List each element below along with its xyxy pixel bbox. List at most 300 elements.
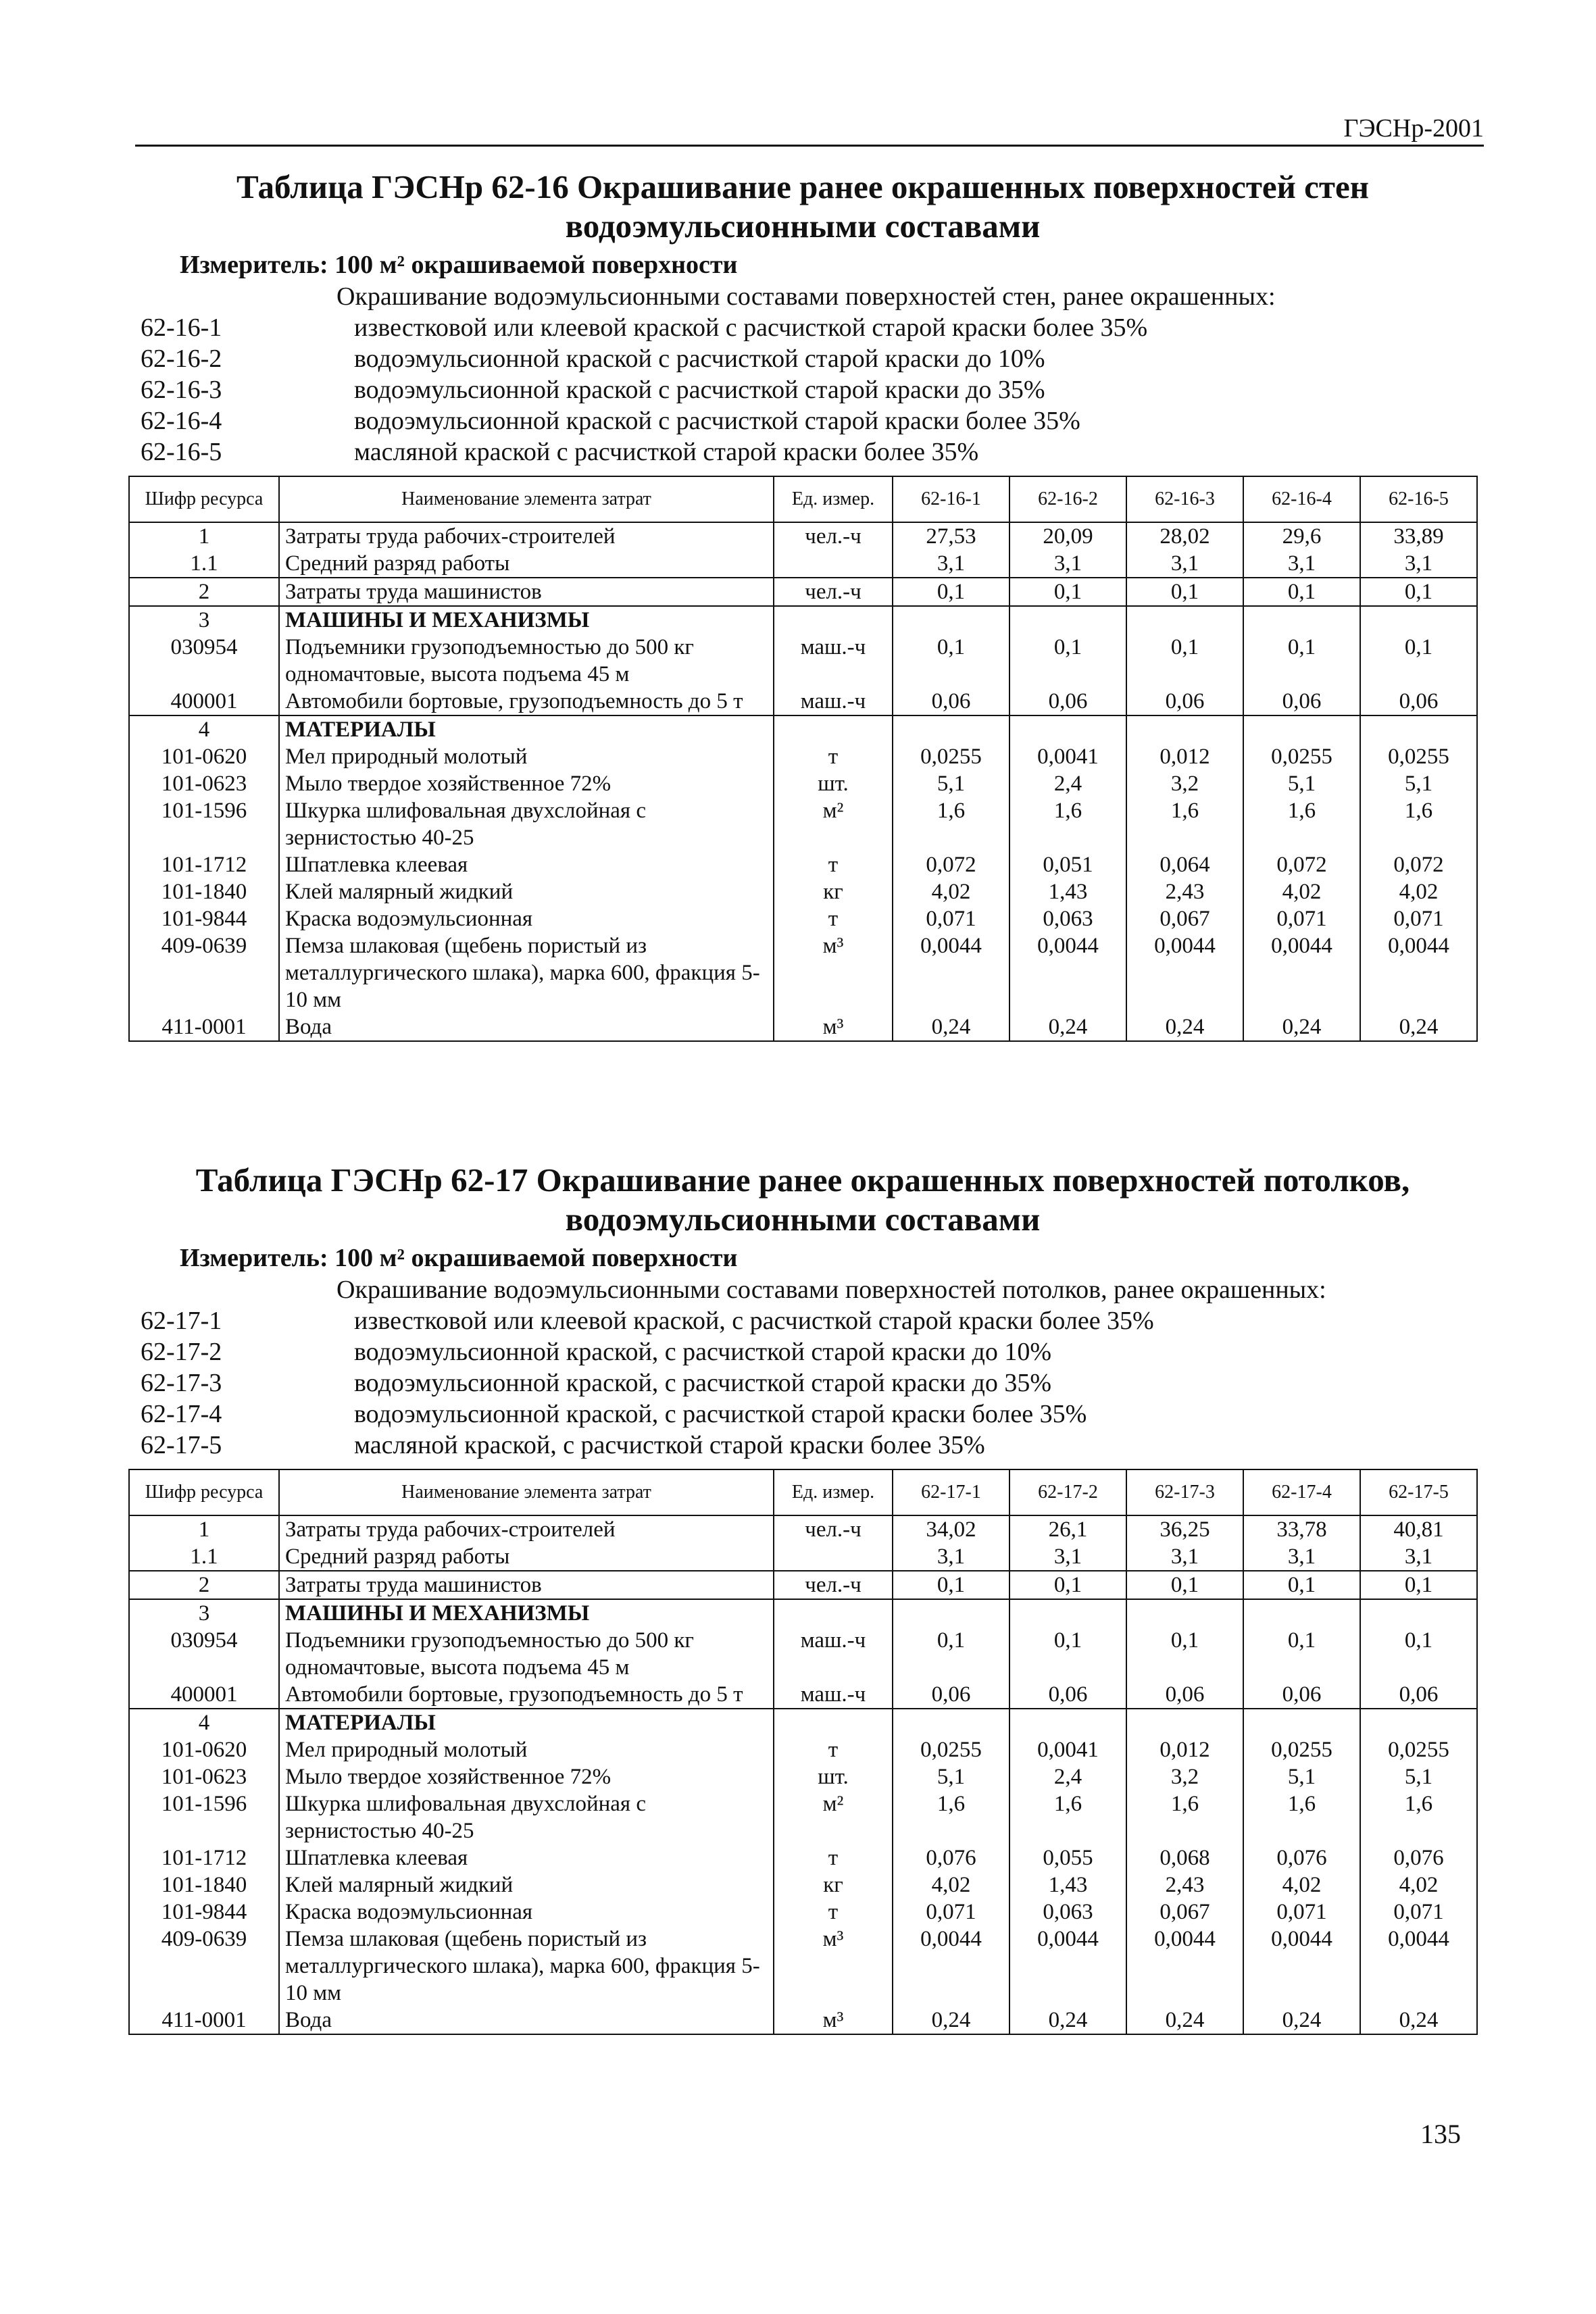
table-row [129,1844,1477,1871]
norm-value [1360,1709,1477,1736]
page-number: 135 [1420,2119,1461,2149]
norm-value: 0,1 [893,634,1009,688]
unit: м² [774,797,893,851]
variant-description: водоэмульсионной краской с расчисткой старой краски до 35% [354,376,1045,404]
norm-value: 0,0041 [1009,743,1126,770]
variant-code: 62-17-4 [141,1400,222,1428]
cost-item-name: Автомобили бортовые, грузоподъемность до 5 т [279,688,774,715]
resource-code: 101-1712 [129,1844,279,1871]
norm-value: 2,4 [1009,770,1126,797]
norm-value: 0,0255 [1360,743,1477,770]
variant-item [128,405,1477,436]
norm-value [1009,606,1126,634]
norm-value: 0,1 [1009,634,1126,688]
norm-value: 0,06 [1360,688,1477,715]
table-title [128,168,1477,246]
norm-value: 0,0044 [1243,932,1360,1013]
table-row [129,1709,1477,1736]
norm-value: 0,1 [1243,1571,1360,1599]
column-header: 62-16-4 [1243,476,1360,522]
resource-code: 101-0620 [129,743,279,770]
table-row [129,878,1477,905]
resource-code: 400001 [129,688,279,715]
norm-value: 0,071 [893,905,1009,932]
norm-value: 0,0044 [893,932,1009,1013]
resource-code: 3 [129,1599,279,1627]
unit [774,1599,893,1627]
resource-code: 101-1840 [129,878,279,905]
resource-code: 101-0620 [129,1736,279,1763]
resource-code: 101-9844 [129,1898,279,1926]
norm-value: 0,1 [893,578,1009,606]
norm-value [1243,1709,1360,1736]
unit: маш.-ч [774,634,893,688]
norm-value: 5,1 [893,770,1009,797]
variant-description: водоэмульсионной краской с расчисткой старой краски до 10% [354,345,1045,373]
norm-value: 5,1 [1243,1763,1360,1790]
norm-value: 0,072 [1243,851,1360,878]
resource-code: 411-0001 [129,1013,279,1041]
unit: т [774,905,893,932]
norm-value: 0,1 [1009,578,1126,606]
norm-value: 1,6 [893,1790,1009,1844]
variant-item [128,1367,1477,1399]
norm-value [1360,715,1477,743]
cost-item-name: Автомобили бортовые, грузоподъемность до 5 т [279,1681,774,1709]
norm-value [1126,715,1243,743]
norm-value: 1,6 [1243,797,1360,851]
norm-value: 0,0044 [1009,932,1126,1013]
norm-value: 0,06 [1126,688,1243,715]
variant-code: 62-16-3 [141,376,222,404]
norm-value: 0,1 [893,1571,1009,1599]
norm-value: 3,1 [1009,550,1126,578]
unit: маш.-ч [774,1627,893,1681]
table-row [129,1681,1477,1709]
table-row [129,1515,1477,1543]
norm-value [1126,606,1243,634]
norm-value: 0,012 [1126,1736,1243,1763]
norm-value [893,1709,1009,1736]
norm-value [1126,1709,1243,1736]
norm-value: 0,055 [1009,1844,1126,1871]
norm-value: 33,89 [1360,522,1477,550]
table-row [129,522,1477,550]
norm-value: 1,43 [1009,878,1126,905]
unit: шт. [774,770,893,797]
norm-value: 0,1 [893,1627,1009,1681]
norm-value: 28,02 [1126,522,1243,550]
cost-item-name: Шкурка шлифовальная двухслойная с зернистостью 40-25 [279,797,774,851]
norm-value: 0,06 [1243,1681,1360,1709]
variant-code: 62-16-1 [141,313,222,342]
variant-code: 62-16-5 [141,438,222,466]
norm-value: 0,0044 [1360,932,1477,1013]
norm-value: 4,02 [1360,1871,1477,1898]
cost-item-name: Подъемники грузоподъемностью до 500 кг одномачтовые, высота подъема 45 м [279,634,774,688]
table-row [129,1926,1477,2007]
table-title [128,1161,1477,1239]
norm-value: 3,2 [1126,1763,1243,1790]
unit: чел.-ч [774,522,893,550]
resource-code: 2 [129,1571,279,1599]
cost-item-name: Мел природный молотый [279,1736,774,1763]
cost-item-name: Пемза шлаковая (щебень пористый из металлургического шлака), марка 600, фракция 5-10 мм [279,1926,774,2007]
norm-value: 3,1 [1360,1543,1477,1571]
resource-code: 101-1840 [129,1871,279,1898]
norm-value: 1,6 [893,797,1009,851]
table-row [129,932,1477,1013]
norm-value: 0,0044 [893,1926,1009,2007]
column-header: 62-17-3 [1126,1469,1243,1515]
meter-line: Измеритель: 100 м² окрашиваемой поверхности [180,1244,738,1272]
column-header: Ед. измер. [774,1469,893,1515]
norm-value: 0,06 [1243,688,1360,715]
table-row [129,606,1477,634]
variant-description: известковой или клеевой краской, с расчисткой старой краски более 35% [354,1307,1154,1335]
norm-value: 36,25 [1126,1515,1243,1543]
norm-value: 0,0044 [1126,932,1243,1013]
table-row [129,770,1477,797]
norm-value [1243,715,1360,743]
norm-value: 20,09 [1009,522,1126,550]
table-row [129,1627,1477,1681]
table-row [129,743,1477,770]
cost-item-name: Шкурка шлифовальная двухслойная с зернистостью 40-25 [279,1790,774,1844]
norm-value [1243,1599,1360,1627]
variant-list [128,312,1477,468]
norm-value: 29,6 [1243,522,1360,550]
variant-code: 62-17-1 [141,1307,222,1335]
document-code: ГЭСНр-2001 [1343,114,1484,143]
norm-value: 0,1 [1009,1627,1126,1681]
norm-value: 5,1 [1360,770,1477,797]
norm-value: 0,0255 [1360,1736,1477,1763]
norm-value [893,1599,1009,1627]
variant-description: водоэмульсионной краской, с расчисткой старой краски до 35% [354,1369,1052,1397]
norm-value [1009,1599,1126,1627]
norm-value: 0,0044 [1243,1926,1360,2007]
column-header: 62-16-1 [893,476,1009,522]
unit: м³ [774,932,893,1013]
cost-item-name: Вода [279,2007,774,2034]
cost-item-name: Вода [279,1013,774,1041]
table-header-row [129,476,1477,522]
norm-value: 0,06 [1009,1681,1126,1709]
norm-value: 0,24 [1009,2007,1126,2034]
cost-item-name: Краска водоэмульсионная [279,1898,774,1926]
norm-value [1009,1709,1126,1736]
cost-item-name: Затраты труда рабочих-строителей [279,1515,774,1543]
norm-value: 5,1 [1360,1763,1477,1790]
norm-value: 0,072 [1360,851,1477,878]
unit [774,606,893,634]
unit: чел.-ч [774,578,893,606]
norm-value [893,715,1009,743]
resource-code: 030954 [129,634,279,688]
unit: маш.-ч [774,688,893,715]
column-header: 62-17-4 [1243,1469,1360,1515]
norm-value: 1,6 [1009,797,1126,851]
norm-value: 4,02 [893,1871,1009,1898]
norm-value: 40,81 [1360,1515,1477,1543]
resource-code: 030954 [129,1627,279,1681]
variant-description: масляной краской с расчисткой старой краски более 35% [354,438,979,466]
cost-item-name: Затраты труда машинистов [279,578,774,606]
norm-value: 0,24 [1126,1013,1243,1041]
unit: т [774,1736,893,1763]
norm-value: 3,1 [1009,1543,1126,1571]
table-row [129,1736,1477,1763]
table-row [129,1898,1477,1926]
norm-value: 3,1 [1243,550,1360,578]
resource-code: 1.1 [129,1543,279,1571]
norm-value: 26,1 [1009,1515,1126,1543]
table-title-line: Таблица ГЭСНр 62-17 Окрашивание ранее окрашенных поверхностей потолков, [195,1161,1410,1199]
norm-value: 4,02 [1243,1871,1360,1898]
table-row [129,634,1477,688]
norm-value: 0,24 [1243,1013,1360,1041]
table-title-line: Таблица ГЭСНр 62-16 Окрашивание ранее окрашенных поверхностей стен [236,168,1369,205]
unit [774,715,893,743]
cost-item-name: Средний разряд работы [279,1543,774,1571]
norm-value: 0,06 [893,1681,1009,1709]
unit: м³ [774,2007,893,2034]
resource-code: 1.1 [129,550,279,578]
cost-item-name: Мыло твердое хозяйственное 72% [279,770,774,797]
cost-item-name: Затраты труда рабочих-строителей [279,522,774,550]
norm-value: 0,1 [1360,1571,1477,1599]
column-header: Наименование элемента затрат [279,1469,774,1515]
norm-value: 1,6 [1126,797,1243,851]
unit: чел.-ч [774,1515,893,1543]
norm-value [893,606,1009,634]
unit: т [774,1844,893,1871]
table-row [129,550,1477,578]
norm-value: 0,063 [1009,905,1126,932]
norm-value: 2,4 [1009,1763,1126,1790]
norm-value: 0,24 [1009,1013,1126,1041]
table-row [129,1013,1477,1041]
table-title-line: водоэмульсионными составами [565,207,1041,245]
variant-item [128,312,1477,343]
norm-value: 0,068 [1126,1844,1243,1871]
norm-value: 0,0255 [893,743,1009,770]
norm-value [1360,1599,1477,1627]
norm-value: 0,24 [1126,2007,1243,2034]
norm-value: 0,1 [1126,1627,1243,1681]
unit: т [774,851,893,878]
norm-value: 3,1 [893,1543,1009,1571]
norm-value: 4,02 [893,878,1009,905]
resource-code: 101-9844 [129,905,279,932]
norm-value: 0,24 [893,1013,1009,1041]
norm-value: 0,1 [1360,1627,1477,1681]
norm-value: 0,06 [1126,1681,1243,1709]
variant-item [128,1430,1477,1461]
norm-value: 0,071 [1360,905,1477,932]
meter-line: Измеритель: 100 м² окрашиваемой поверхности [180,251,738,279]
norm-value: 0,24 [1243,2007,1360,2034]
resource-code: 101-0623 [129,1763,279,1790]
cost-item-name: Пемза шлаковая (щебень пористый из металлургического шлака), марка 600, фракция 5-10 мм [279,932,774,1013]
variant-item [128,1305,1477,1336]
resource-code: 101-1596 [129,797,279,851]
resource-code: 101-0623 [129,770,279,797]
norm-value [1360,606,1477,634]
norm-value [1126,1599,1243,1627]
cost-item-name: Средний разряд работы [279,550,774,578]
norm-value: 0,0044 [1126,1926,1243,2007]
norm-value [1243,606,1360,634]
norm-value: 0,071 [893,1898,1009,1926]
variant-item [128,1336,1477,1367]
norm-value: 0,1 [1126,634,1243,688]
table-title-line: водоэмульсионными составами [565,1201,1041,1238]
norm-value: 27,53 [893,522,1009,550]
norm-value: 0,06 [893,688,1009,715]
norm-value: 1,6 [1360,1790,1477,1844]
norm-value: 3,2 [1126,770,1243,797]
norm-value: 4,02 [1360,878,1477,905]
table-row [129,1790,1477,1844]
unit: чел.-ч [774,1571,893,1599]
column-header: 62-16-5 [1360,476,1477,522]
variant-code: 62-16-2 [141,345,222,373]
resource-code: 3 [129,606,279,634]
cost-item-name: Мел природный молотый [279,743,774,770]
norm-value: 3,1 [1360,550,1477,578]
unit: т [774,1898,893,1926]
variant-description: масляной краской, с расчисткой старой краски более 35% [354,1431,985,1459]
table-row [129,797,1477,851]
norm-value: 1,6 [1243,1790,1360,1844]
unit: шт. [774,1763,893,1790]
header-rule [135,145,1484,147]
variant-description: водоэмульсионной краской, с расчисткой старой краски до 10% [354,1338,1052,1366]
column-header: 62-17-1 [893,1469,1009,1515]
norm-value: 0,1 [1243,578,1360,606]
norm-value: 0,071 [1360,1898,1477,1926]
column-header: Наименование элемента затрат [279,476,774,522]
norm-value: 0,072 [893,851,1009,878]
column-header: 62-16-3 [1126,476,1243,522]
resource-code: 1 [129,1515,279,1543]
cost-item-name: Краска водоэмульсионная [279,905,774,932]
norm-value: 0,1 [1243,1627,1360,1681]
norm-value: 0,076 [1360,1844,1477,1871]
resource-table [128,476,1478,1042]
norm-value: 0,1 [1126,578,1243,606]
cost-item-name: МАТЕРИАЛЫ [279,1709,774,1736]
unit: м² [774,1790,893,1844]
norm-value: 0,1 [1243,634,1360,688]
table-row [129,1599,1477,1627]
norm-value: 0,064 [1126,851,1243,878]
norm-value: 0,051 [1009,851,1126,878]
resource-code: 101-1712 [129,851,279,878]
variant-item [128,374,1477,405]
unit [774,550,893,578]
norm-value: 0,076 [1243,1844,1360,1871]
norm-value: 0,0041 [1009,1736,1126,1763]
norm-value: 0,0044 [1360,1926,1477,2007]
variant-description: водоэмульсионной краской, с расчисткой старой краски более 35% [354,1400,1087,1428]
norm-value: 4,02 [1243,878,1360,905]
norm-value: 3,1 [1126,550,1243,578]
resource-code: 101-1596 [129,1790,279,1844]
table-row [129,2007,1477,2034]
table-row [129,578,1477,606]
norm-value: 0,067 [1126,905,1243,932]
norm-value: 5,1 [1243,770,1360,797]
cost-item-name: Затраты труда машинистов [279,1571,774,1599]
norm-value: 5,1 [893,1763,1009,1790]
resource-code: 2 [129,578,279,606]
norm-value: 0,071 [1243,1898,1360,1926]
norm-value: 0,1 [1009,1571,1126,1599]
norm-value: 0,1 [1360,578,1477,606]
variant-description: водоэмульсионной краской с расчисткой старой краски более 35% [354,407,1080,435]
section-62-16 [128,168,1477,1042]
norm-value: 0,1 [1360,634,1477,688]
resource-code: 1 [129,522,279,550]
variant-list [128,1305,1477,1461]
column-header: Ед. измер. [774,476,893,522]
resource-code: 409-0639 [129,1926,279,2007]
norm-value: 0,071 [1243,905,1360,932]
norm-value: 0,0255 [893,1736,1009,1763]
unit: кг [774,878,893,905]
norm-value: 0,067 [1126,1898,1243,1926]
norm-value: 0,24 [1360,1013,1477,1041]
resource-code: 411-0001 [129,2007,279,2034]
cost-item-name: Клей малярный жидкий [279,1871,774,1898]
unit [774,1543,893,1571]
norm-value: 2,43 [1126,1871,1243,1898]
variant-description: известковой или клеевой краской с расчисткой старой краски более 35% [354,313,1148,342]
cost-item-name: МАШИНЫ И МЕХАНИЗМЫ [279,606,774,634]
unit: т [774,743,893,770]
variant-item [128,1399,1477,1430]
column-header: Шифр ресурса [129,1469,279,1515]
norm-value: 33,78 [1243,1515,1360,1543]
variant-item [128,343,1477,374]
norm-value: 3,1 [1126,1543,1243,1571]
norm-value: 0,0044 [1009,1926,1126,2007]
norm-value: 0,06 [1009,688,1126,715]
unit: кг [774,1871,893,1898]
cost-item-name: Клей малярный жидкий [279,878,774,905]
unit: м³ [774,1013,893,1041]
cost-item-name: Шпатлевка клеевая [279,851,774,878]
column-header: Шифр ресурса [129,476,279,522]
norm-value: 1,6 [1126,1790,1243,1844]
norm-value: 0,24 [1360,2007,1477,2034]
resource-code: 4 [129,1709,279,1736]
norm-value: 0,076 [893,1844,1009,1871]
unit: маш.-ч [774,1681,893,1709]
table-row [129,1571,1477,1599]
table-header-row [129,1469,1477,1515]
cost-item-name: Шпатлевка клеевая [279,1844,774,1871]
resource-code: 4 [129,715,279,743]
unit: м³ [774,1926,893,2007]
intro-text: Окрашивание водоэмульсионными составами поверхностей стен, ранее окрашенных: [336,282,1276,311]
norm-value: 0,012 [1126,743,1243,770]
variant-code: 62-17-5 [141,1431,222,1459]
column-header: 62-17-2 [1009,1469,1126,1515]
